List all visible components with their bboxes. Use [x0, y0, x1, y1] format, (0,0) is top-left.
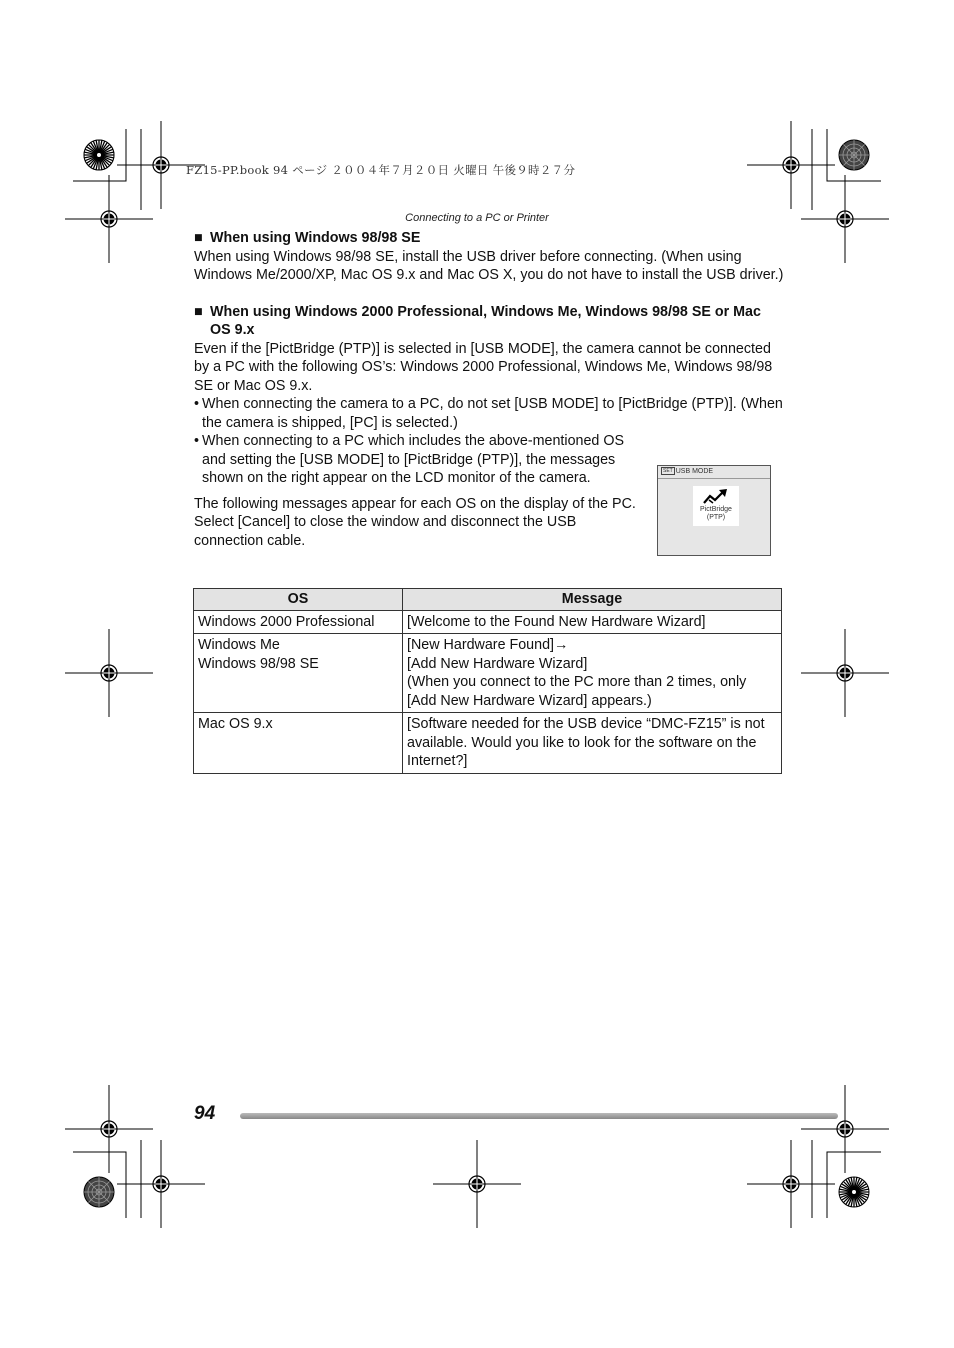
bullet-item: • When connecting the camera to a PC, do not set [USB MODE] to [PictBridge (PTP)]. (When the camera is shipped, [PC] is selected.) — [194, 396, 783, 431]
section2-body: Even if the [PictBridge (PTP)] is selected in [USB MODE], the camera cannot be connected by a PC with the following OS’s: Windows 2000 Professional, Windows Me, Windows 98/98 SE or Mac OS 9.x. — [194, 340, 773, 394]
footer-rule — [240, 1113, 838, 1119]
message-cell: [Software needed for the USB device “DMC-FZ15” is not available. Would you like to look for the software on the Internet?] — [403, 713, 782, 774]
set-tag: SET — [663, 468, 673, 474]
page-number: 94 — [194, 1103, 216, 1124]
bullet-item: • When connecting to a PC which includes the above-mentioned OS and setting the [USB MODE] to [PictBridge (PTP)], the messages shown on the right appear on the LCD monitor of the camera. — [194, 433, 625, 486]
section2-closing: The following messages appear for each OS on the display of the PC. Select [Cancel] to close the window and disconnect the USB connection cable. — [194, 495, 636, 549]
column-header-os: OS — [194, 589, 403, 611]
table-row — [194, 713, 782, 774]
section1-body: When using Windows 98/98 SE, install the USB driver before connecting. (When using Windows Me/2000/XP, Mac OS 9.x and Mac OS X, you do not have to install the USB driver.) — [194, 248, 784, 283]
table-row — [194, 610, 782, 634]
pictbridge-label-line2: (PTP) — [706, 514, 726, 521]
message-cell: [New Hardware Found]→ [Add New Hardware Wizard] (When you connect to the PC more than 2 times, only [Add New Hardware Wizard] appears.) — [403, 634, 782, 713]
os-cell: Windows Me Windows 98/98 SE — [194, 634, 403, 713]
table-header-row — [194, 589, 782, 611]
section1-heading: ■ When using Windows 98/98 SE — [194, 230, 421, 246]
table-row — [194, 634, 782, 713]
book-header: FZ15-PP.book 94 ページ ２００４年７月２０日 火曜日 午後９時２７分 — [186, 163, 576, 177]
pictbridge-label-line1: PictBridge — [700, 506, 732, 513]
lcd-screen-illustration — [657, 465, 771, 556]
message-cell: [Welcome to the Found New Hardware Wizard] — [403, 610, 782, 634]
column-header-message: Message — [403, 589, 782, 611]
square-bullet-icon: ■ — [194, 230, 203, 246]
running-head: Connecting to a PC or Printer — [405, 212, 549, 224]
pictbridge-card — [693, 486, 739, 526]
lcd-title: USB MODE — [675, 468, 714, 475]
square-bullet-icon: ■ — [194, 303, 203, 320]
os-message-table — [193, 588, 782, 774]
section2-heading: ■ When using Windows 2000 Professional, Windows Me, Windows 98/98 SE or Mac OS 9.x — [194, 303, 761, 338]
os-cell: Mac OS 9.x — [194, 713, 403, 774]
os-cell: Windows 2000 Professional — [194, 610, 403, 634]
pictbridge-icon — [701, 488, 731, 506]
lcd-title-bar — [658, 466, 770, 479]
